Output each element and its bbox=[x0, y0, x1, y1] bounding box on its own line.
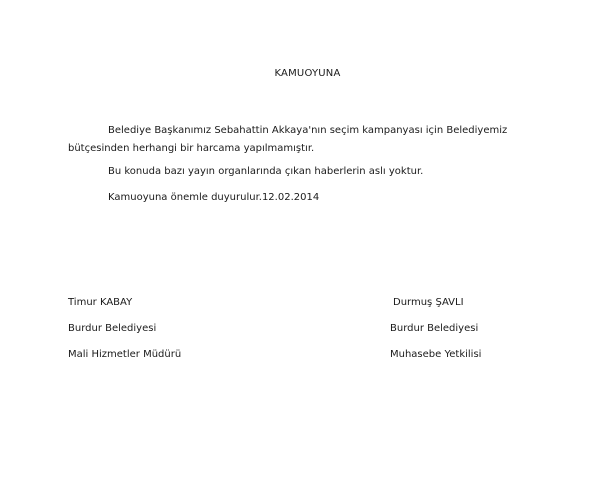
paragraph-statement bbox=[68, 122, 558, 158]
paragraph-announcement: Kamuoyuna önemle duyurulur.12.02.2014 bbox=[108, 192, 320, 203]
right-signatory-organization: Burdur Belediyesi bbox=[390, 323, 479, 334]
right-signatory-name: Durmuş ŞAVLI bbox=[393, 297, 464, 308]
paragraph-statement-text: Belediye Başkanımız Sebahattin Akkaya'nın seçim kampanyası için Belediyemiz bütçesinden herhangi bir harcama yapılmamıştır. bbox=[68, 125, 508, 154]
left-signatory-name: Timur KABAY bbox=[68, 297, 133, 308]
left-signatory-title: Mali Hizmetler Müdürü bbox=[68, 349, 182, 360]
left-signatory-organization: Burdur Belediyesi bbox=[68, 323, 157, 334]
paragraph-denial: Bu konuda bazı yayın organlarında çıkan haberlerin aslı yoktur. bbox=[108, 166, 424, 177]
right-signatory-title: Muhasebe Yetkilisi bbox=[390, 349, 482, 360]
document-title: KAMUOYUNA bbox=[274, 68, 341, 79]
